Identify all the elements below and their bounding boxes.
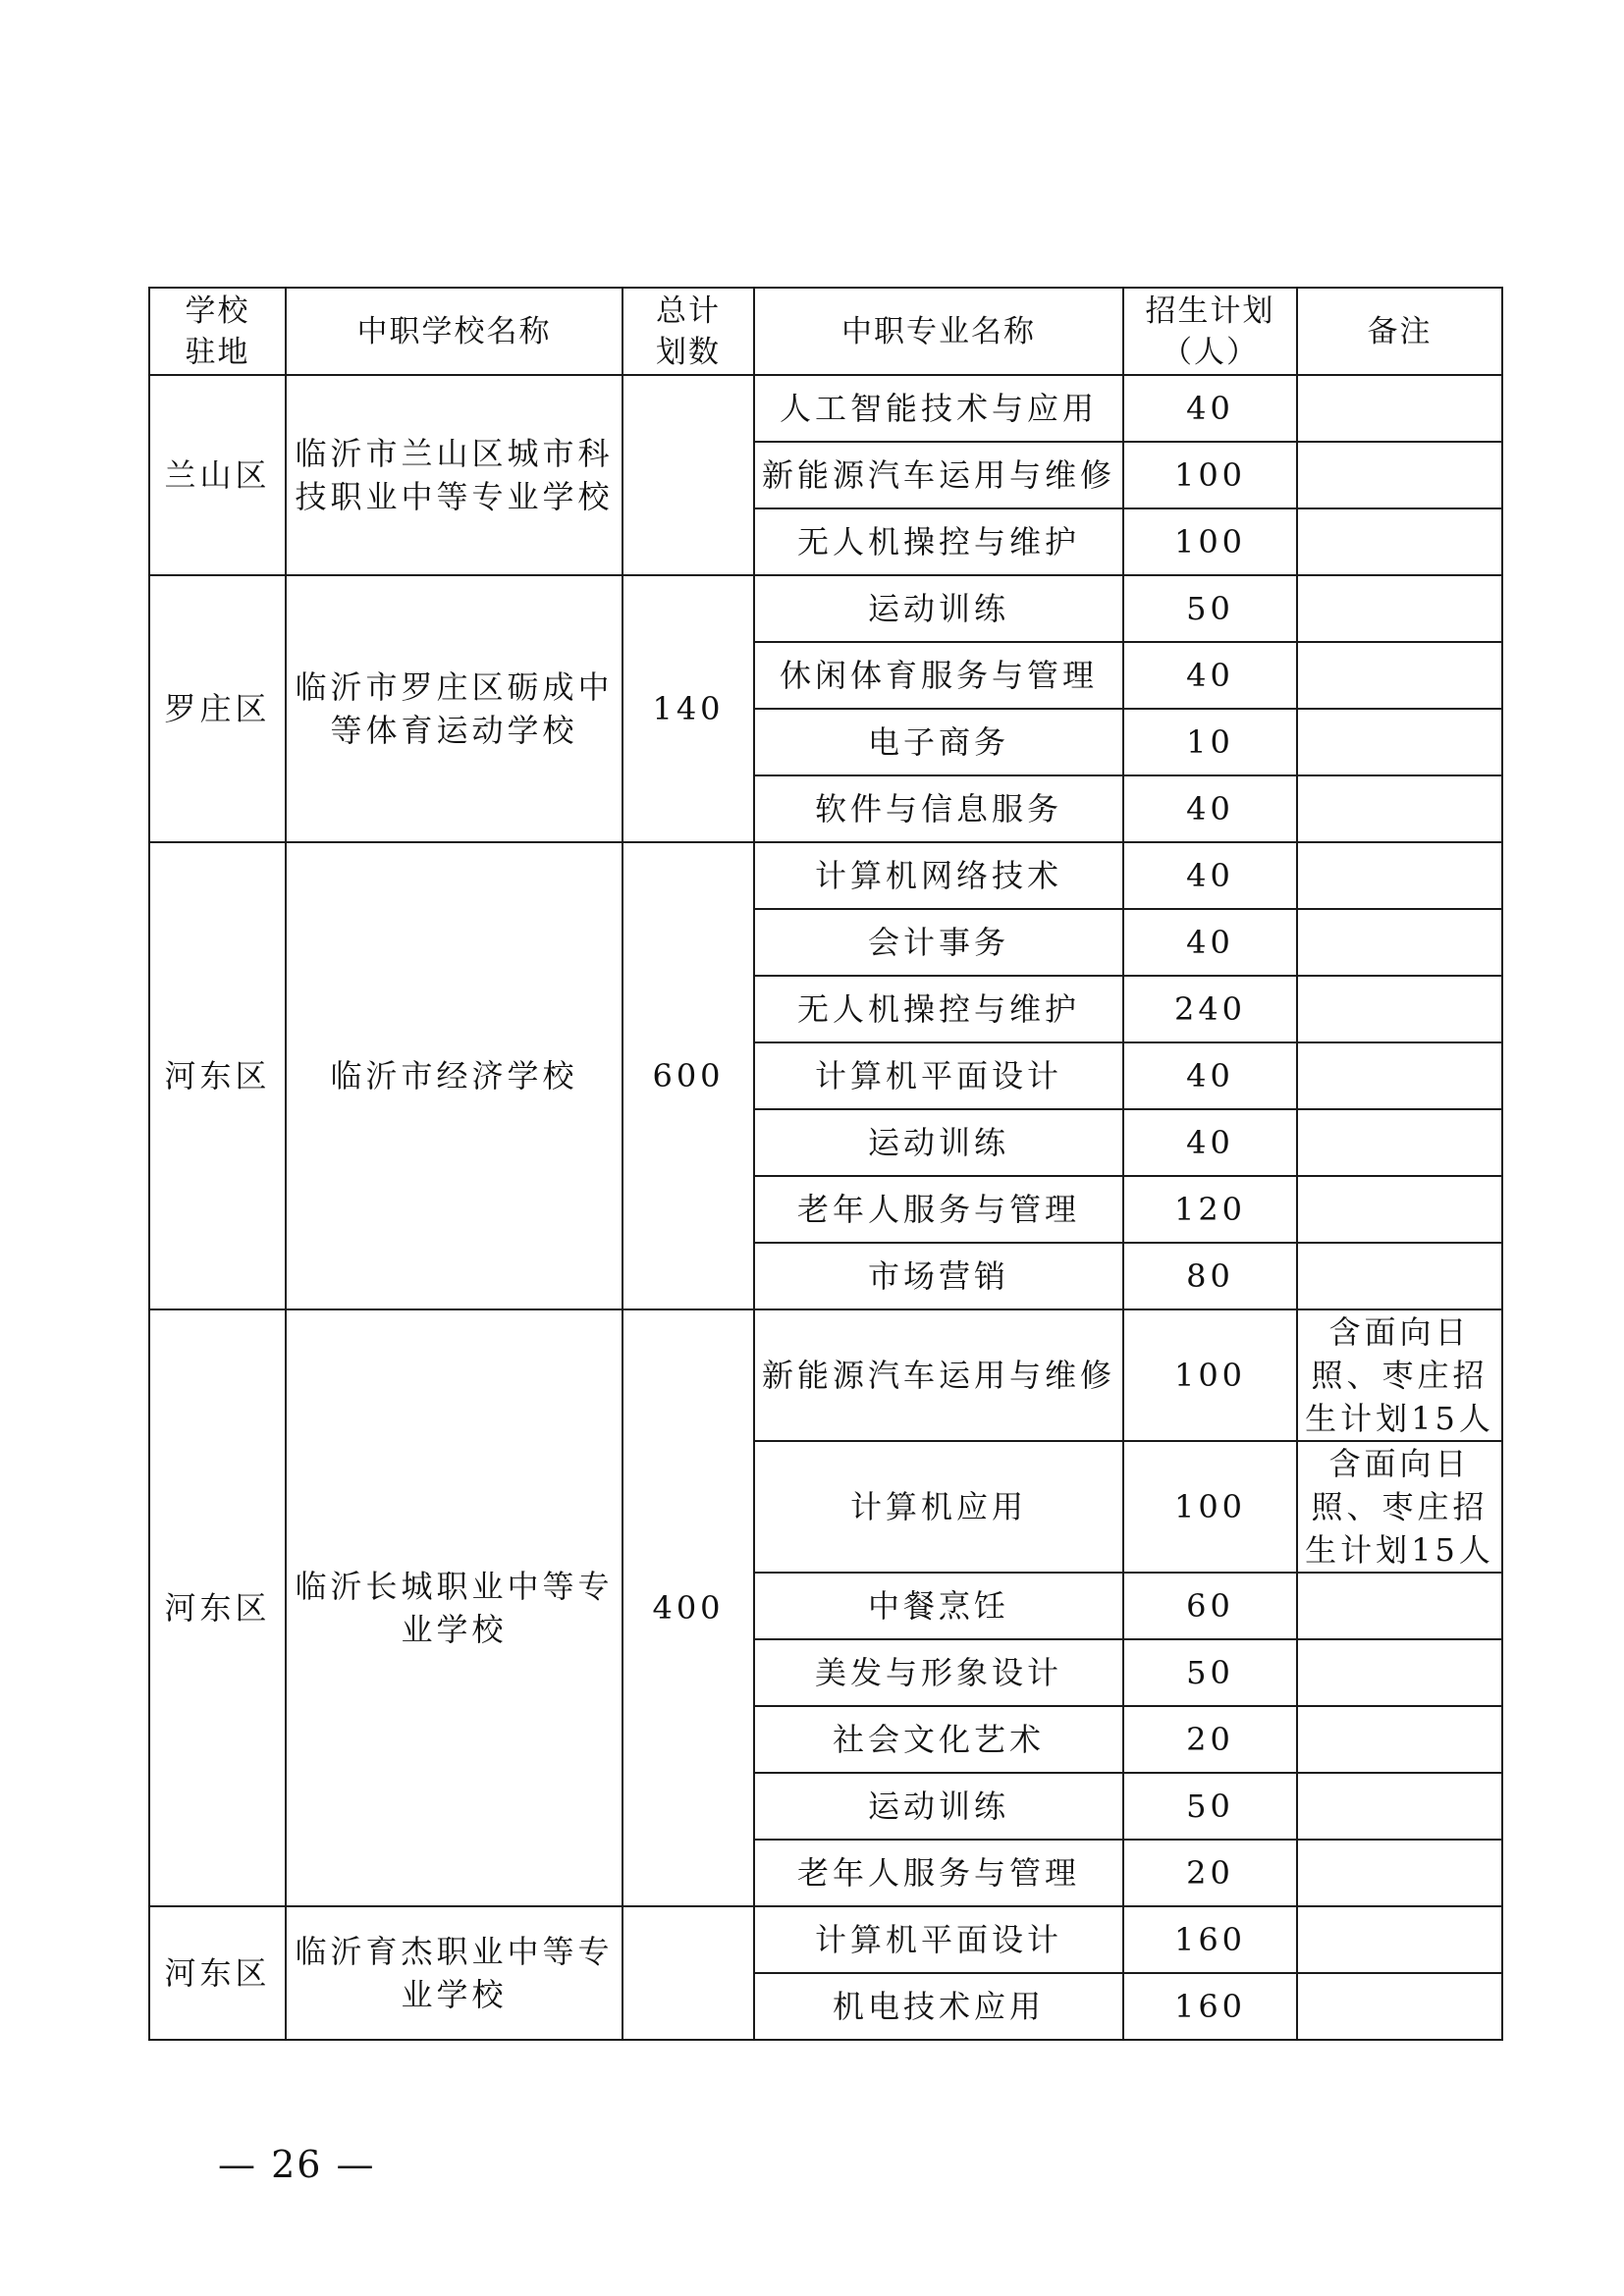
header-row	[149, 288, 1502, 375]
school-total-plan	[623, 375, 754, 575]
table-row	[149, 575, 1502, 642]
major-name: 会计事务	[754, 909, 1123, 976]
school-name: 临沂市经济学校	[286, 842, 623, 1309]
major-name: 机电技术应用	[754, 1973, 1123, 2040]
school-name: 临沂长城职业中等专业学校	[286, 1309, 623, 1906]
major-name: 老年人服务与管理	[754, 1176, 1123, 1243]
header-total: 总计 划数	[623, 288, 754, 375]
major-name: 休闲体育服务与管理	[754, 642, 1123, 709]
major-plan: 50	[1123, 1773, 1297, 1840]
major-note	[1297, 642, 1502, 709]
major-name: 运动训练	[754, 575, 1123, 642]
header-major-name: 中职专业名称	[754, 288, 1123, 375]
school-location: 河东区	[149, 1906, 286, 2040]
major-note	[1297, 575, 1502, 642]
table-row	[149, 1906, 1502, 1973]
major-note	[1297, 1973, 1502, 2040]
major-note	[1297, 1906, 1502, 1973]
major-plan: 20	[1123, 1840, 1297, 1906]
school-name: 临沂市兰山区城市科技职业中等专业学校	[286, 375, 623, 575]
major-name: 无人机操控与维护	[754, 976, 1123, 1042]
major-note	[1297, 1109, 1502, 1176]
major-note	[1297, 1840, 1502, 1906]
major-plan: 40	[1123, 1042, 1297, 1109]
major-note	[1297, 1243, 1502, 1309]
table-row	[149, 375, 1502, 442]
major-name: 新能源汽车运用与维修	[754, 1309, 1123, 1441]
school-total-plan	[623, 1906, 754, 2040]
header-location: 学校 驻地	[149, 288, 286, 375]
school-location: 罗庄区	[149, 575, 286, 842]
major-plan: 80	[1123, 1243, 1297, 1309]
major-note	[1297, 1706, 1502, 1773]
school-location: 兰山区	[149, 375, 286, 575]
major-note	[1297, 709, 1502, 775]
school-location: 河东区	[149, 842, 286, 1309]
major-name: 社会文化艺术	[754, 1706, 1123, 1773]
major-plan: 40	[1123, 642, 1297, 709]
major-plan: 50	[1123, 575, 1297, 642]
major-plan: 40	[1123, 909, 1297, 976]
school-total-plan: 400	[623, 1309, 754, 1906]
major-plan: 40	[1123, 775, 1297, 842]
school-location: 河东区	[149, 1309, 286, 1906]
table-row	[149, 842, 1502, 909]
major-note	[1297, 1639, 1502, 1706]
major-name: 运动训练	[754, 1109, 1123, 1176]
major-note	[1297, 842, 1502, 909]
major-plan: 100	[1123, 442, 1297, 508]
major-plan: 40	[1123, 842, 1297, 909]
major-note	[1297, 775, 1502, 842]
major-plan: 60	[1123, 1573, 1297, 1639]
major-name: 美发与形象设计	[754, 1639, 1123, 1706]
major-name: 老年人服务与管理	[754, 1840, 1123, 1906]
major-name: 中餐烹饪	[754, 1573, 1123, 1639]
major-name: 市场营销	[754, 1243, 1123, 1309]
school-name: 临沂育杰职业中等专业学校	[286, 1906, 623, 2040]
header-plan: 招生计划 （人）	[1123, 288, 1297, 375]
table-header	[149, 288, 1502, 375]
school-total-plan: 600	[623, 842, 754, 1309]
major-name: 电子商务	[754, 709, 1123, 775]
major-note	[1297, 442, 1502, 508]
major-plan: 20	[1123, 1706, 1297, 1773]
major-plan: 120	[1123, 1176, 1297, 1243]
major-name: 无人机操控与维护	[754, 508, 1123, 575]
table-body	[149, 375, 1502, 2040]
major-note	[1297, 909, 1502, 976]
header-note: 备注	[1297, 288, 1502, 375]
major-name: 新能源汽车运用与维修	[754, 442, 1123, 508]
major-name: 运动训练	[754, 1773, 1123, 1840]
major-note	[1297, 508, 1502, 575]
major-note	[1297, 375, 1502, 442]
major-note: 含面向日照、枣庄招生计划15人	[1297, 1441, 1502, 1573]
major-note	[1297, 1573, 1502, 1639]
major-plan: 240	[1123, 976, 1297, 1042]
major-plan: 10	[1123, 709, 1297, 775]
major-plan: 50	[1123, 1639, 1297, 1706]
major-plan: 100	[1123, 1309, 1297, 1441]
major-plan: 100	[1123, 1441, 1297, 1573]
major-name: 计算机平面设计	[754, 1906, 1123, 1973]
school-total-plan: 140	[623, 575, 754, 842]
major-plan: 40	[1123, 375, 1297, 442]
header-school-name: 中职学校名称	[286, 288, 623, 375]
major-note	[1297, 1773, 1502, 1840]
major-plan: 40	[1123, 1109, 1297, 1176]
major-note: 含面向日照、枣庄招生计划15人	[1297, 1309, 1502, 1441]
major-name: 软件与信息服务	[754, 775, 1123, 842]
major-name: 人工智能技术与应用	[754, 375, 1123, 442]
page-number: — 26 —	[218, 2143, 376, 2186]
major-plan: 100	[1123, 508, 1297, 575]
major-note	[1297, 976, 1502, 1042]
school-name: 临沂市罗庄区砺成中等体育运动学校	[286, 575, 623, 842]
major-plan: 160	[1123, 1906, 1297, 1973]
enrollment-plan-table	[148, 287, 1503, 2041]
table-row	[149, 1309, 1502, 1441]
major-name: 计算机平面设计	[754, 1042, 1123, 1109]
major-name: 计算机网络技术	[754, 842, 1123, 909]
major-note	[1297, 1176, 1502, 1243]
major-note	[1297, 1042, 1502, 1109]
major-plan: 160	[1123, 1973, 1297, 2040]
major-name: 计算机应用	[754, 1441, 1123, 1573]
